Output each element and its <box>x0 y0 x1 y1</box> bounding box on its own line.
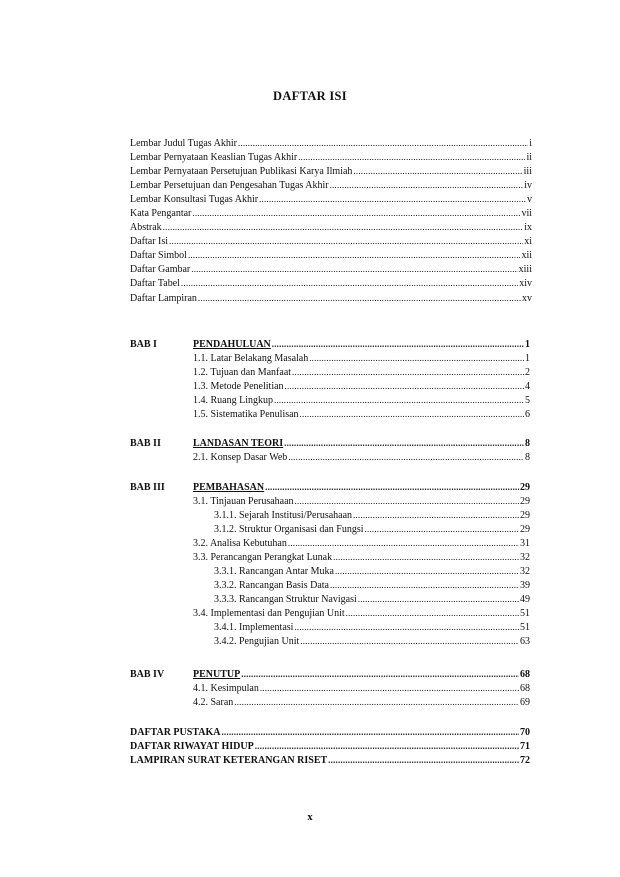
dot-leader <box>259 193 526 206</box>
dot-leader <box>300 635 519 648</box>
dot-leader <box>272 338 524 351</box>
toc-entry-1-1[interactable]: 1.1. Latar Belakang Masalah ..... 1 <box>193 352 530 365</box>
dot-leader <box>353 165 522 178</box>
dot-leader <box>309 352 524 365</box>
dot-leader <box>288 451 524 464</box>
dot-leader <box>234 696 519 709</box>
page-number: x <box>307 812 313 823</box>
dot-leader <box>198 292 521 305</box>
toc-entry-daftar-pustaka[interactable]: DAFTAR PUSTAKA ..... 70 <box>130 726 530 739</box>
toc-entry-1-5[interactable]: 1.5. Sistematika Penulisan ..... 6 <box>193 408 530 421</box>
dot-leader <box>330 579 519 592</box>
toc-entry-1-2[interactable]: 1.2. Tujuan dan Manfaat ..... 2 <box>193 366 530 379</box>
dot-leader <box>265 481 519 494</box>
dot-leader <box>288 537 519 550</box>
toc-entry-3-3-3[interactable]: 3.3.3. Rancangan Struktur Navigasi ..... 49 <box>214 593 530 606</box>
chapter-title-entry[interactable]: PENUTUP ..... 68 <box>193 668 530 681</box>
dot-leader <box>284 437 524 450</box>
toc-entry-3-3-2[interactable]: 3.3.2. Rancangan Basis Data ..... 39 <box>214 579 530 592</box>
dot-leader <box>169 235 523 248</box>
dot-leader <box>188 249 521 262</box>
toc-entry-keaslian[interactable]: Lembar Pernyataan Keaslian Tugas Akhir ..... ii <box>130 151 532 164</box>
toc-entry-daftar-lampiran[interactable]: Daftar Lampiran ..... xv <box>130 292 532 305</box>
dot-leader <box>346 607 519 620</box>
page-title: DAFTAR ISI <box>273 89 347 103</box>
dot-leader <box>353 509 519 522</box>
toc-entry-3-4-1[interactable]: 3.4.1. Implementasi ..... 51 <box>214 621 530 634</box>
toc-entry-abstrak[interactable]: Abstrak ..... ix <box>130 221 532 234</box>
dot-leader <box>328 754 519 767</box>
dot-leader <box>241 668 519 681</box>
toc-entry-3-4[interactable]: 3.4. Implementasi dan Pengujian Unit ..... 51 <box>193 607 530 620</box>
toc-entry-4-2[interactable]: 4.2. Saran ..... 69 <box>193 696 530 709</box>
toc-entry-riwayat-hidup[interactable]: DAFTAR RIWAYAT HIDUP ..... 71 <box>130 740 530 753</box>
dot-leader <box>295 495 519 508</box>
toc-entry-3-3-1[interactable]: 3.3.1. Rancangan Antar Muka ..... 32 <box>214 565 530 578</box>
toc-entry-3-2[interactable]: 3.2. Analisa Kebutuhan ..... 31 <box>193 537 530 550</box>
toc-entry-publikasi[interactable]: Lembar Pernyataan Persetujuan Publikasi Karya Ilmiah ..... iii <box>130 165 532 178</box>
toc-entry-3-4-2[interactable]: 3.4.2. Pengujian Unit ..... 63 <box>214 635 530 648</box>
toc-entry-judul[interactable]: Lembar Judul Tugas Akhir ..... i <box>130 137 532 150</box>
toc-entry-2-1[interactable]: 2.1. Konsep Dasar Web ..... 8 <box>193 451 530 464</box>
dot-leader <box>274 394 524 407</box>
dot-leader <box>285 380 524 393</box>
toc-entry-3-3[interactable]: 3.3. Perancangan Perangkat Lunak ..... 32 <box>193 551 530 564</box>
dot-leader <box>300 408 524 421</box>
dot-leader <box>358 593 519 606</box>
toc-entry-3-1-2[interactable]: 3.1.2. Struktur Organisasi dan Fungsi ..... 29 <box>214 523 530 536</box>
chapter-label: BAB IV <box>130 669 165 680</box>
dot-leader <box>365 523 519 536</box>
chapter-label: BAB II <box>130 438 161 449</box>
chapter-title-entry[interactable]: PENDAHULUAN ..... 1 <box>193 338 530 351</box>
toc-entry-1-3[interactable]: 1.3. Metode Penelitian ..... 4 <box>193 380 530 393</box>
dot-leader <box>221 726 519 739</box>
dot-leader <box>163 221 524 234</box>
dot-leader <box>292 366 524 379</box>
dot-leader <box>330 179 524 192</box>
chapter-label: BAB I <box>130 339 157 350</box>
toc-entry-4-1[interactable]: 4.1. Kesimpulan ..... 68 <box>193 682 530 695</box>
toc-entry-kata-pengantar[interactable]: Kata Pengantar ..... vii <box>130 207 532 220</box>
toc-entry-daftar-gambar[interactable]: Daftar Gambar ..... xiii <box>130 263 532 276</box>
dot-leader <box>294 621 519 634</box>
toc-entry-lampiran-riset[interactable]: LAMPIRAN SURAT KETERANGAN RISET ..... 72 <box>130 754 530 767</box>
dot-leader <box>181 277 518 290</box>
toc-entry-pengesahan[interactable]: Lembar Persetujuan dan Pengesahan Tugas Akhir ..... iv <box>130 179 532 192</box>
chapter-label: BAB III <box>130 482 165 493</box>
dot-leader <box>192 207 520 220</box>
dot-leader <box>238 137 528 150</box>
dot-leader <box>260 682 519 695</box>
toc-entry-daftar-simbol[interactable]: Daftar Simbol ..... xii <box>130 249 532 262</box>
dot-leader <box>191 263 517 276</box>
chapter-title-entry[interactable]: PEMBAHASAN ..... 29 <box>193 481 530 494</box>
toc-entry-konsultasi[interactable]: Lembar Konsultasi Tugas Akhir ..... v <box>130 193 532 206</box>
toc-entry-daftar-isi[interactable]: Daftar Isi ..... xi <box>130 235 532 248</box>
dot-leader <box>333 551 519 564</box>
dot-leader <box>298 151 525 164</box>
toc-entry-daftar-tabel[interactable]: Daftar Tabel ..... xiv <box>130 277 532 290</box>
dot-leader <box>335 565 519 578</box>
toc-entry-1-4[interactable]: 1.4. Ruang Lingkup ..... 5 <box>193 394 530 407</box>
toc-entry-3-1[interactable]: 3.1. Tinjauan Perusahaan ..... 29 <box>193 495 530 508</box>
toc-entry-3-1-1[interactable]: 3.1.1. Sejarah Institusi/Perusahaan ..... 29 <box>214 509 530 522</box>
chapter-title-entry[interactable]: LANDASAN TEORI ..... 8 <box>193 437 530 450</box>
dot-leader <box>255 740 519 753</box>
